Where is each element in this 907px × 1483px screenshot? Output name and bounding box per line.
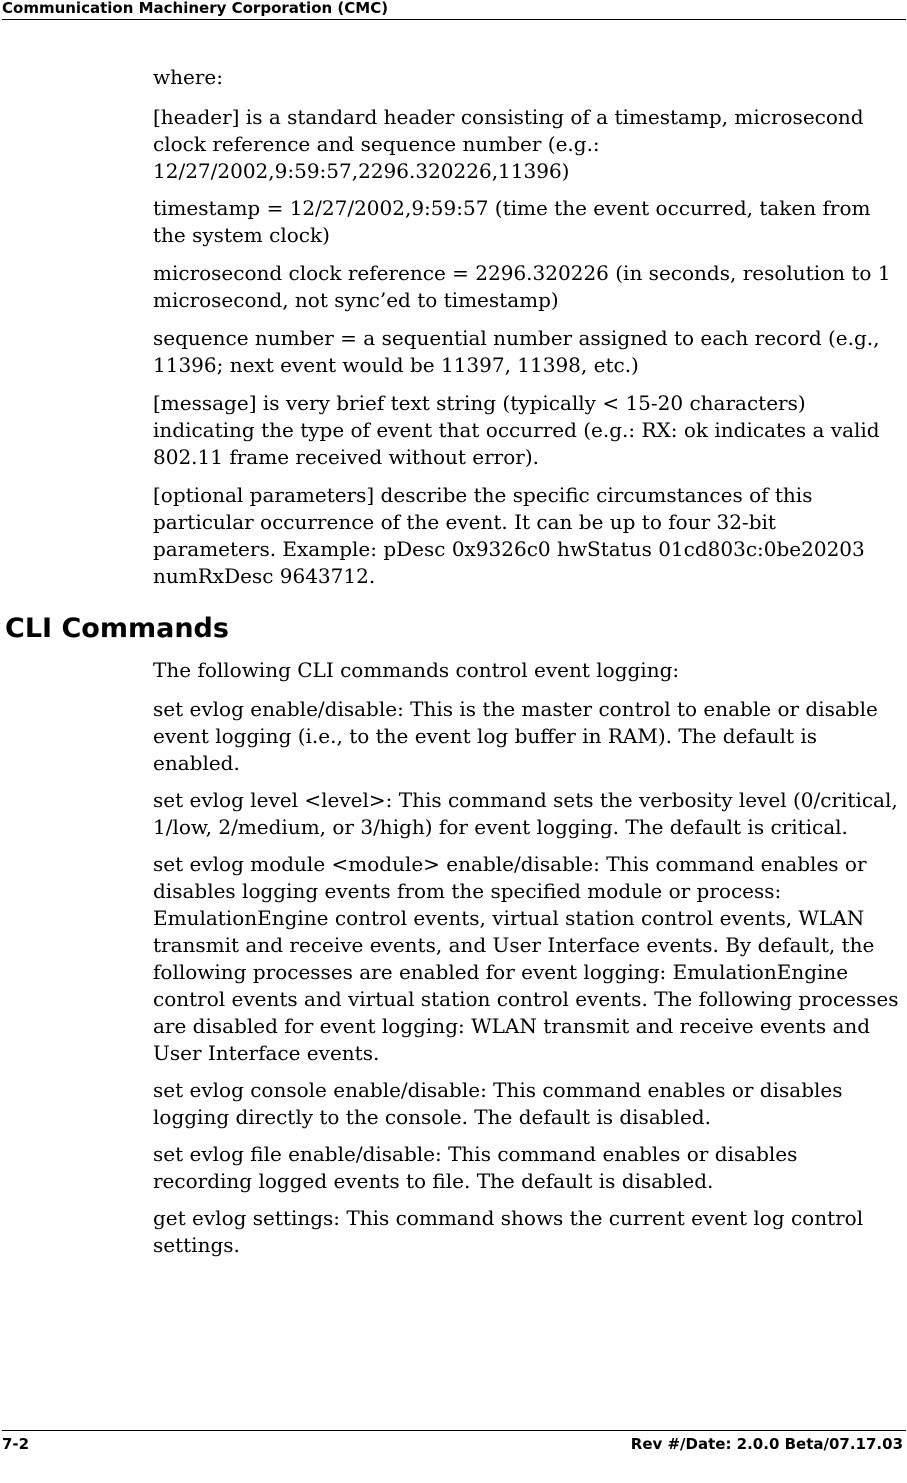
message-field-paragraph: [message] is very brief text string (typically < 15-20 characters) indicating the type of event that occurred (e.g.: RX: ok indicates a valid 802.11 frame received without error). (153, 391, 880, 469)
cmd-evlog-module: set evlog module <module> enable/disable: This command enables or disables logging events from the specified module or process: EmulationEngine control events, virtual station control events, WLAN transmit and receive events, and User Interface events. By default, the following processes are enabled for event logging: EmulationEngine control events and virtual station control events. The following processes are disabled for event logging: WLAN transmit and receive events and User Interface events. (153, 852, 899, 1065)
timestamp-paragraph: timestamp = 12/27/2002,9:59:57 (time the event occurred, taken from the system clock) (153, 196, 871, 247)
log-format-description (153, 64, 901, 590)
revision-date: Rev #/Date: 2.0.0 Beta/07.17.03 (630, 1435, 903, 1453)
cmd-evlog-enable: set evlog enable/disable: This is the master control to enable or disable event logging (i.e., to the event log buffer in RAM). The default is enabled. (153, 697, 878, 775)
company-name: Communication Machinery Corporation (CMC) (2, 0, 389, 17)
running-header (2, 0, 906, 20)
where-label: where: (153, 65, 223, 89)
page-number: 7-2 (2, 1435, 30, 1453)
cmd-get-evlog-settings: get evlog settings: This command shows the current event log control settings. (153, 1206, 864, 1257)
section-heading-cli-commands: CLI Commands (5, 613, 229, 644)
footer-rule (2, 1430, 906, 1431)
cmd-evlog-console: set evlog console enable/disable: This command enables or disables logging directly to the console. The default is disabled. (153, 1078, 843, 1129)
clock-reference-paragraph: microsecond clock reference = 2296.320226 (in seconds, resolution to 1 microsecond, not sync’ed to timestamp) (153, 261, 891, 312)
optional-parameters-paragraph: [optional parameters] describe the specific circumstances of this particular occurrence of the event. It can be up to four 32-bit parameters. Example: pDesc 0x9326c0 hwStatus 01cd803c:0be20203 numRxDesc 9643712. (153, 483, 865, 588)
cmd-evlog-level: set evlog level <level>: This command sets the verbosity level (0/critical, 1/low, 2/medium, or 3/high) for event logging. The default is critical. (153, 788, 898, 839)
cmd-evlog-file: set evlog file enable/disable: This command enables or disables recording logged events to file. The default is disabled. (153, 1142, 798, 1193)
running-footer (2, 1435, 906, 1455)
cli-commands-body (153, 657, 901, 1259)
header-field-paragraph: [header] is a standard header consisting of a timestamp, microsecond clock reference and sequence number (e.g.: 12/27/2002,9:59:57,2296.320226,11396) (153, 105, 864, 183)
cli-intro-paragraph: The following CLI commands control event logging: (153, 658, 680, 682)
sequence-number-paragraph: sequence number = a sequential number assigned to each record (e.g., 11396; next event would be 11397, 11398, etc.) (153, 326, 880, 377)
